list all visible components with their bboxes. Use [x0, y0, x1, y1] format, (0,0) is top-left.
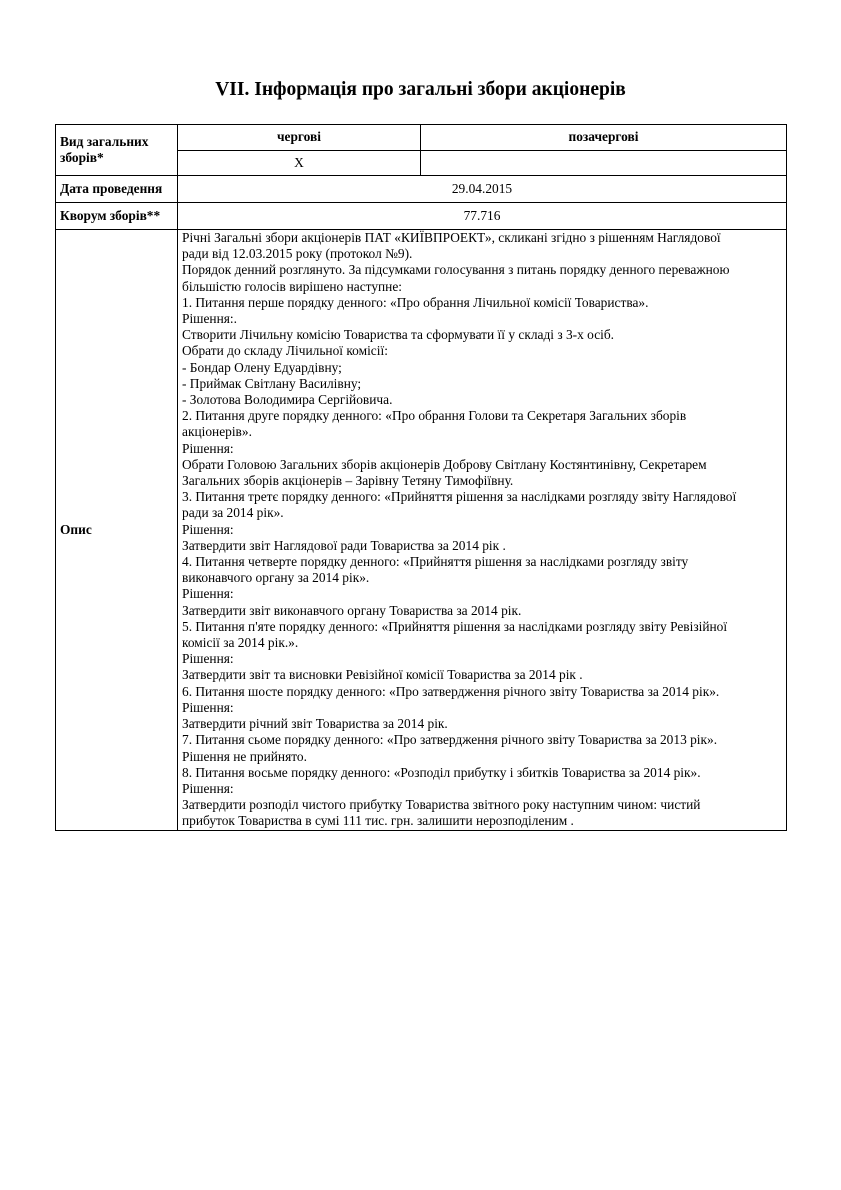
description-line: Затвердити річний звіт Товариства за 2014 рік.	[182, 716, 448, 732]
description-line: Рішення:.	[182, 311, 237, 327]
description-line: 8. Питання восьме порядку денного: «Розподіл прибутку і збитків Товариства за 2014 рік».	[182, 764, 701, 780]
extraordinary-mark	[421, 151, 787, 176]
description-line: ради за 2014 рік».	[182, 505, 284, 521]
description-line: 1. Питання перше порядку денного: «Про обрання Лічильної комісії Товариства».	[182, 294, 649, 310]
description-line: - Золотова Володимира Сергійовича.	[182, 392, 393, 408]
description-line: Рішення:	[182, 440, 234, 456]
description-line: Рішення не прийнято.	[182, 748, 307, 764]
meeting-type-label-line2: зборів*	[60, 150, 104, 165]
description-text	[178, 230, 787, 831]
description-line: Затвердити звіт виконавчого органу Товариства за 2014 рік.	[182, 602, 522, 618]
page-title: VII. Інформація про загальні збори акціонерів	[215, 79, 626, 100]
description-label: Опис	[56, 230, 178, 831]
description-line: Обрати до складу Лічильної комісії:	[182, 343, 388, 359]
date-label: Дата проведення	[56, 176, 178, 203]
description-line: Рішення:	[182, 651, 234, 667]
date-row	[56, 176, 787, 203]
quorum-value: 77.716	[178, 203, 787, 230]
description-line: 6. Питання шосте порядку денного: «Про затвердження річного звіту Товариства за 2014 рік».	[182, 683, 720, 699]
meeting-type-label-line1: Вид загальних	[60, 133, 149, 149]
description-line: Обрати Головою Загальних зборів акціонерів Доброву Світлану Костянтинівну, Секретарем	[182, 456, 707, 472]
regular-mark: X	[178, 151, 421, 176]
description-line: Затвердити розподіл чистого прибутку Товариства звітного року наступним чином: чистий	[182, 797, 701, 813]
description-row	[56, 230, 787, 831]
quorum-row	[56, 203, 787, 230]
description-line: комісії за 2014 рік.».	[182, 635, 299, 651]
meeting-type-header-row	[56, 125, 787, 151]
description-line: більшістю голосів вирішено наступне:	[182, 278, 403, 294]
description-line: виконавчого органу за 2014 рік».	[182, 570, 370, 586]
description-line: прибуток Товариства в сумі 111 тис. грн. залишити нерозподіленим .	[182, 813, 574, 829]
description-line: - Бондар Олену Едуардівну;	[182, 359, 342, 375]
description-line: Створити Лічильну комісію Товариства та сформувати її у складі з 3-х осіб.	[182, 327, 615, 343]
description-line: 3. Питання третє порядку денного: «Прийняття рішення за наслідками розгляду звіту Наглядової	[182, 489, 737, 505]
description-line: Рішення:	[182, 521, 234, 537]
description-line: Затвердити звіт та висновки Ревізійної комісії Товариства за 2014 рік .	[182, 667, 583, 683]
quorum-label: Кворум зборів**	[56, 203, 178, 230]
description-line: Затвердити звіт Наглядової ради Товариства за 2014 рік .	[182, 537, 506, 553]
extraordinary-column-header: позачергові	[421, 125, 787, 151]
description-line: акціонерів».	[182, 424, 252, 440]
description-line: 4. Питання четверте порядку денного: «Прийняття рішення за наслідками розгляду звіту	[182, 554, 689, 570]
description-line: Загальних зборів акціонерів – Зарівну Тетяну Тимофіївну.	[182, 473, 514, 489]
date-value: 29.04.2015	[178, 176, 787, 203]
description-line: - Приймак Світлану Василівну;	[182, 375, 362, 391]
description-line: ради від 12.03.2015 року (протокол №9).	[182, 246, 413, 262]
description-line: 2. Питання друге порядку денного: «Про обрання Голови та Секретаря Загальних зборів	[182, 408, 687, 424]
meeting-info-table	[55, 124, 787, 831]
description-line: Рішення:	[182, 780, 234, 796]
description-line: 7. Питання сьоме порядку денного: «Про затвердження річного звіту Товариства за 2013 рік».	[182, 732, 718, 748]
description-line: Рішення:	[182, 699, 234, 715]
description-line: Річні Загальні збори акціонерів ПАТ «КИЇВПРОЕКТ», скликані згідно з рішенням Наглядової	[182, 230, 721, 245]
description-line: 5. Питання п'яте порядку денного: «Прийняття рішення за наслідками розгляду звіту Ревізійної	[182, 618, 728, 634]
description-line: Порядок денний розглянуто. За підсумками голосування з питань порядку денного переважною	[182, 262, 730, 278]
regular-column-header: чергові	[178, 125, 421, 151]
meeting-type-label	[56, 125, 178, 176]
description-line: Рішення:	[182, 586, 234, 602]
